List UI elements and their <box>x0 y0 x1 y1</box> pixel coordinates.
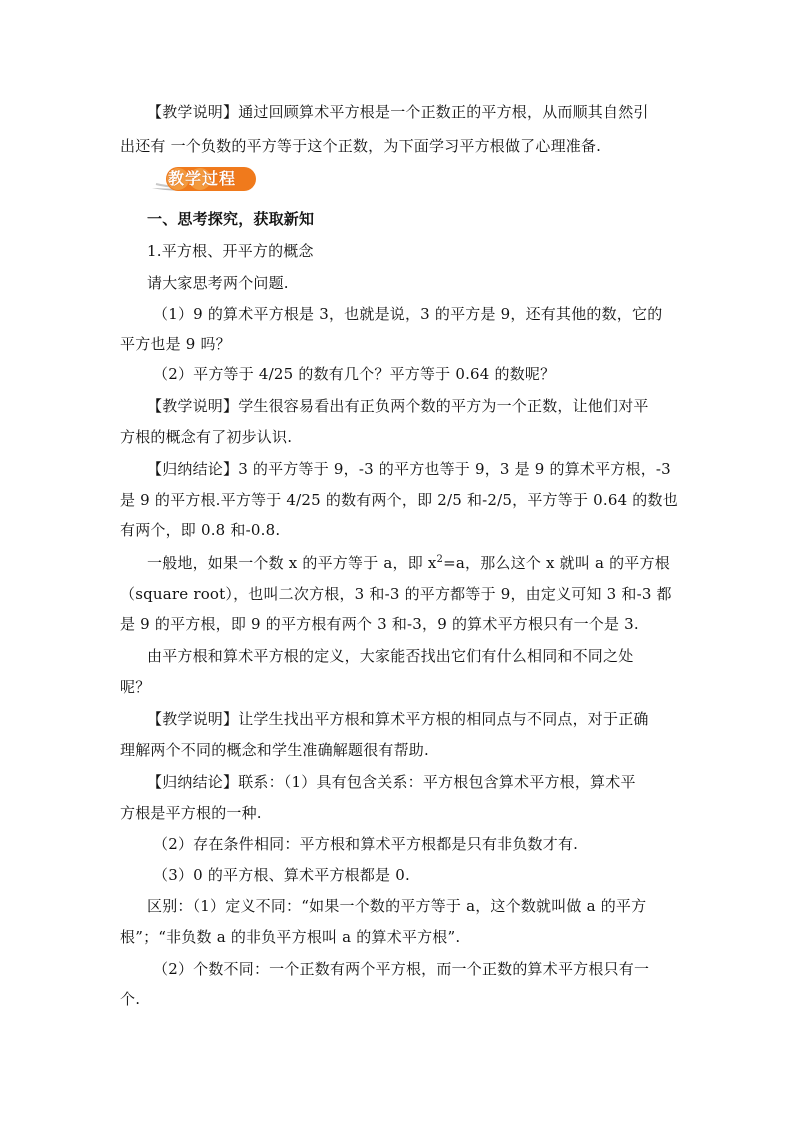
paragraph-line: 平方也是 9 吗？ <box>120 335 231 353</box>
section-banner-label: 教学过程 <box>168 169 237 188</box>
line-part: =a，那么这个 x 就叫 a 的平方根 <box>443 554 670 572</box>
paragraph-line: 有两个，即 0.8 和-0.8. <box>120 521 281 539</box>
paragraph-line: 是 9 的平方根，即 9 的平方根有两个 3 和-3，9 的算术平方根只有一个是 3. <box>120 615 639 633</box>
paragraph-line: （2）存在条件相同：平方根和算术平方根都是只有非负数才有. <box>153 835 579 853</box>
paragraph-line: （3）0 的平方根、算术平方根都是 0. <box>153 866 410 884</box>
paragraph-line: 【教学说明】学生很容易看出有正负两个数的平方为一个正数，让他们对平 <box>147 397 649 415</box>
paragraph-line: 由平方根和算术平方根的定义，大家能否找出它们有什么相同和不同之处 <box>147 647 634 665</box>
paragraph-line: 请大家思考两个问题. <box>147 274 289 292</box>
paragraph-line: 出还有 一个负数的平方等于这个正数，为下面学习平方根做了心理准备. <box>120 137 602 155</box>
paragraph-line: （2）平方等于 4/25 的数有几个？平方等于 0.64 的数呢？ <box>153 365 556 383</box>
paragraph-line: 【归纳结论】联系：（1）具有包含关系：平方根包含算术平方根，算术平 <box>147 773 636 791</box>
paragraph-line: 是 9 的平方根.平方等于 4/25 的数有两个，即 2/5 和-2/5，平方等于 0.64 的数也 <box>120 491 678 509</box>
paragraph-line: 理解两个不同的概念和学生准确解题很有帮助. <box>120 741 429 759</box>
section-heading: 一、思考探究，获取新知 <box>147 210 315 228</box>
paragraph-line: 区别：（1）定义不同：“如果一个数的平方等于 a，这个数就叫做 a 的平方 <box>147 897 647 915</box>
paragraph-line: 根”；“非负数 a 的非负平方根叫 a 的算术平方根”. <box>120 928 461 946</box>
paragraph-line: 呢？ <box>120 678 151 696</box>
paragraph-line: 【归纳结论】3 的平方等于 9，-3 的平方也等于 9，3 是 9 的算术平方根，-3 <box>147 460 671 478</box>
paragraph-line: 【教学说明】让学生找出平方根和算术平方根的相同点与不同点，对于正确 <box>147 710 649 728</box>
paragraph-line: 【教学说明】通过回顾算术平方根是一个正数正的平方根，从而顺其自然引 <box>147 103 649 121</box>
line-part: 一般地，如果一个数 x 的平方等于 a，即 x <box>147 554 437 572</box>
paragraph-line: 个. <box>120 990 141 1008</box>
paragraph-line <box>147 546 707 580</box>
paragraph-line: 1.平方根、开平方的概念 <box>147 242 314 260</box>
paragraph-line: （square root），也叫二次方根，3 和-3 的平方都等于 9，由定义可知 3 和-3 都 <box>120 585 672 603</box>
paragraph-line: 方根是平方根的一种. <box>120 804 262 822</box>
paragraph-line: 方根的概念有了初步认识. <box>120 428 293 446</box>
paragraph-line: （1）9 的算术平方根是 3，也就是说，3 的平方是 9，还有其他的数，它的 <box>153 305 663 323</box>
superscript-exponent: 2 <box>436 554 444 565</box>
paragraph-line: （2）个数不同：一个正数有两个平方根，而一个正数的算术平方根只有一 <box>153 960 650 978</box>
